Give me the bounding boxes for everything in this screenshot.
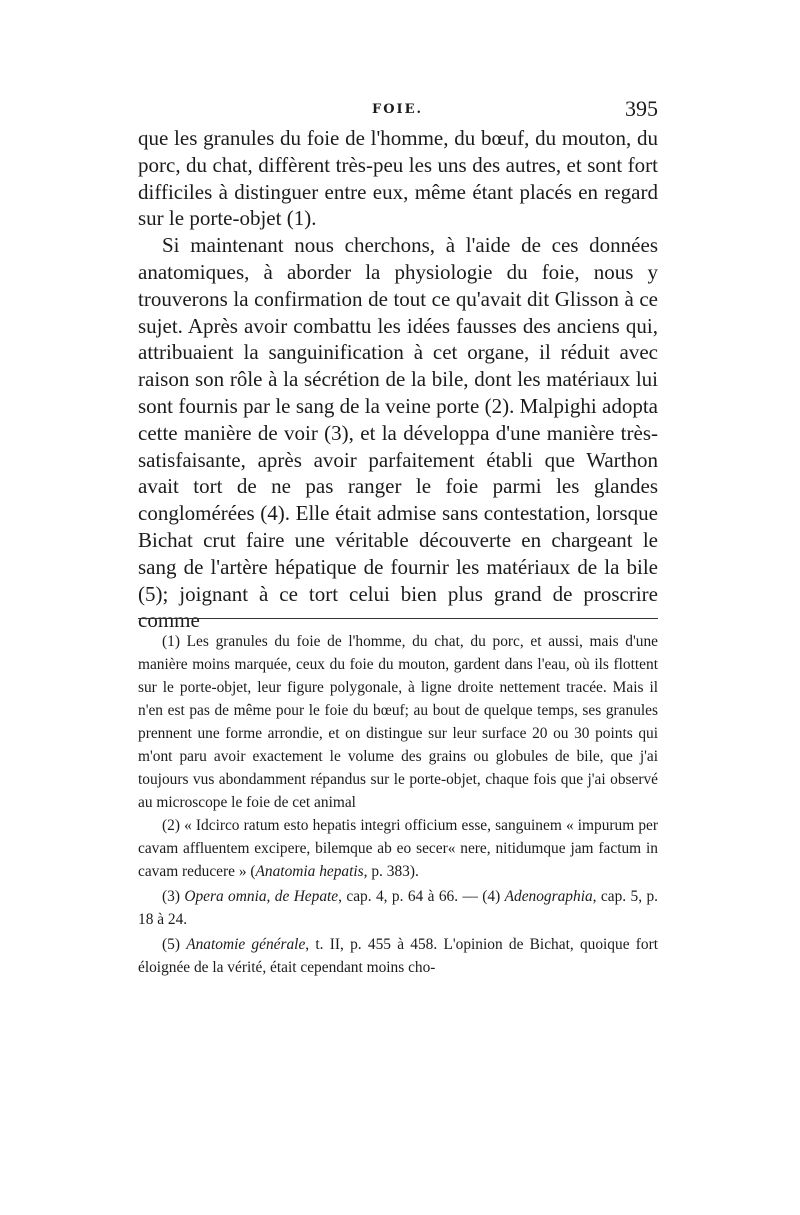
footnote-2-title: Anatomia hepatis — [255, 863, 364, 880]
footnotes — [138, 630, 658, 979]
footnote-2 — [138, 814, 658, 883]
footnote-5-end: , t. II, p. 455 à 458. L'opinion de Bichat, quoique fort éloignée de la vérité, était cependant moins cho- — [138, 936, 658, 976]
footnote-4-title: Adenographia — [504, 888, 593, 905]
paragraph-1: que les granules du foie de l'homme, du bœuf, du mouton, du porc, du chat, diffèrent très-peu les uns des autres, et sont fort difficiles à distinguer entre eux, même étant placés en regard sur le porte-objet (1). — [138, 126, 658, 231]
page-header — [138, 96, 658, 126]
footnote-5 — [138, 933, 658, 979]
paragraph-2: Si maintenant nous cherchons, à l'aide de ces données anatomiques, à aborder la physiologie du foie, nous y trouverons la confirmation de tout ce qu'avait dit Glisson à ce sujet. Après avoir combattu les idées fausses des anciens qui, attribuaient la sanguinification à cet organe, il réduit avec raison son rôle à la sécrétion de la bile, dont les matériaux lui sont fournis par le sang de la veine porte (2). Malpighi adopta cette manière de voir (3), et la développa d'une manière très-satisfaisante, après avoir parfaitement établi que Warthon avait tort de ne pas ranger le foie parmi les glandes conglomérées (4). Elle était admise sans contestation, lorsque Bichat crut faire une véritable découverte en chargeant le sang de l'artère hépatique de fournir les matériaux de la bile (5); joignant à ce tort celui bien plus grand de proscrire comme — [138, 233, 658, 633]
footnote-5-title: Anatomie générale — [186, 936, 306, 953]
footnote-3-start: (3) — [162, 888, 185, 905]
page-number: 395 — [625, 96, 658, 121]
footnote-separator — [138, 618, 658, 619]
footnote-2-text: (2) « Idcirco ratum esto hepatis integri officium esse, sanguinem « impurum per cavam affluentem excipere, bilemque ab eo secer« nere, nitidumque jam factum in cavam reducere » ( — [138, 817, 658, 880]
running-title: FOIE. — [372, 102, 424, 117]
footnote-4-end: , cap. 5, p. 18 à 24. — [138, 888, 658, 928]
footnote-2-end: , p. 383). — [363, 863, 419, 880]
main-text — [138, 125, 658, 634]
footnote-3-mid: , cap. 4, p. 64 à 66. — (4) — [338, 888, 505, 905]
footnote-1: (1) Les granules du foie de l'homme, du chat, du porc, et aussi, mais d'une manière moins marquée, ceux du foie du mouton, gardent dans l'eau, où ils flottent sur le porte-objet, leur figure polygonale, à ligne droite nettement tracée. Mais il n'en est pas de même pour le foie du bœuf; au bout de quelque temps, ses granules prennent une forme arrondie, et on distingue sur leur surface 20 ou 30 points qui m'ont paru avoir exactement le volume des grains ou globules de bile, que j'ai toujours vus abondamment répandus sur le porte-objet, chaque fois que j'ai observé au microscope le foie de cet animal — [138, 633, 658, 811]
footnote-3-4 — [138, 885, 658, 931]
footnote-3-title: Opera omnia, de Hepate — [184, 888, 339, 905]
footnote-5-start: (5) — [162, 936, 187, 953]
